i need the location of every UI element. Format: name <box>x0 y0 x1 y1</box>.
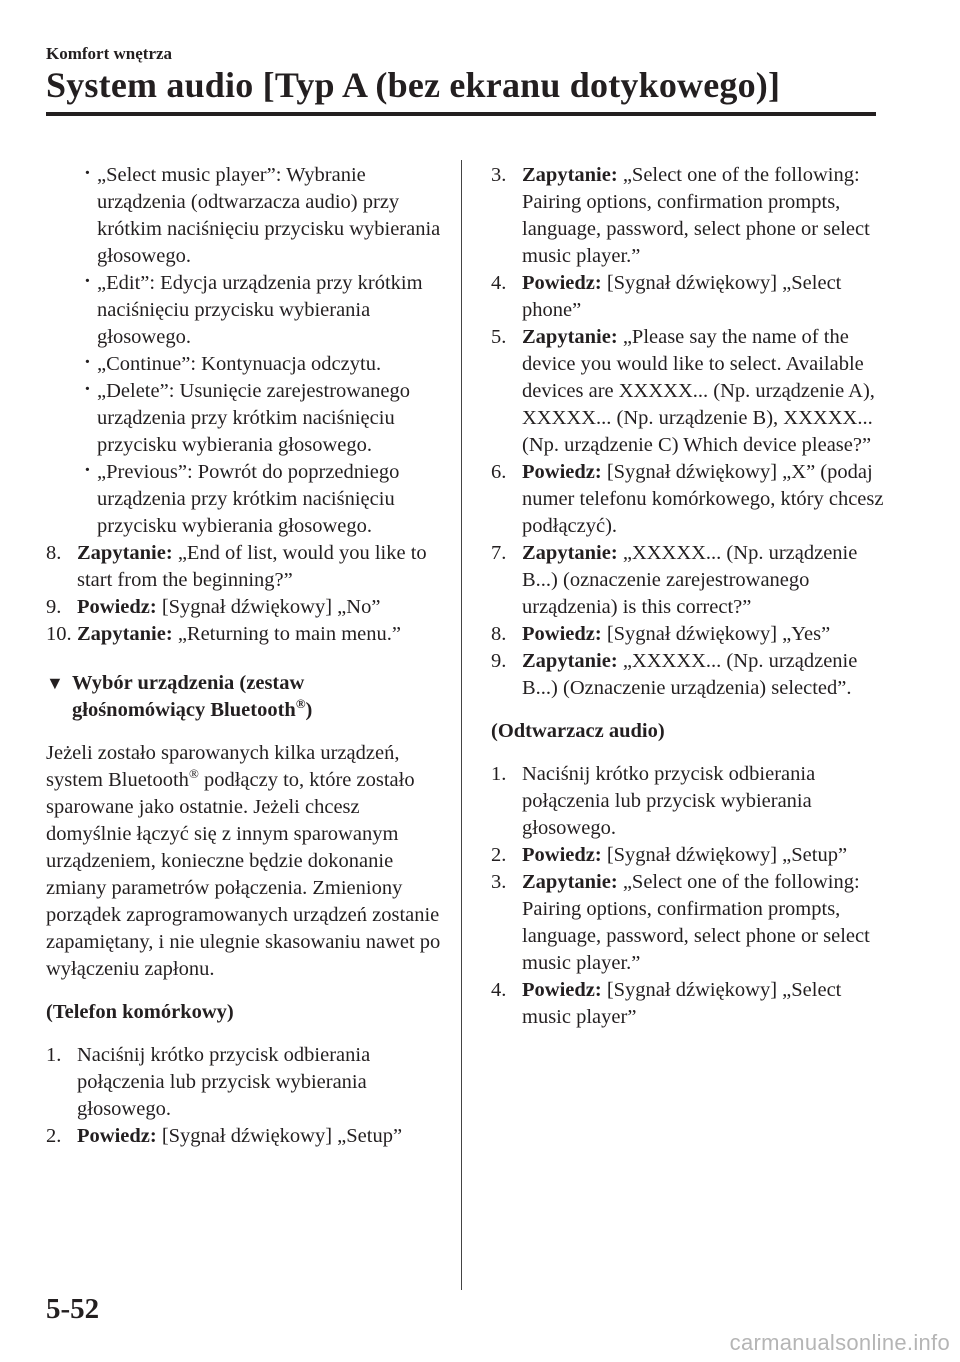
step-keyword: Zapytanie: <box>522 650 618 672</box>
bullet-text: „Select music player”: Wybranie urządzenia (odtwarzacza audio) przy krótkim naciśnięciu przycisku wybierania głosowego. <box>97 164 441 267</box>
bullet-text: „Continue”: Kontynuacja odczytu. <box>97 353 382 375</box>
step-number: 1. <box>46 1044 62 1066</box>
step-text: Naciśnij krótko przycisk odbierania połączenia lub przycisk wybierania głosowego. <box>77 1044 371 1120</box>
step-keyword: Zapytanie: <box>522 326 618 348</box>
bullet-dot-icon: · <box>84 459 91 481</box>
step-number: 9. <box>46 596 62 618</box>
subsection-heading-line2: głośnomówiący Bluetooth <box>72 699 296 721</box>
title-rule <box>46 112 876 116</box>
bullet-item <box>46 378 446 459</box>
intro-text-b: podłączy to, które zostało sparowane jako ostatnie. Jeżeli chcesz domyślnie łączyć się z innym sparowanym urządzeniem, konieczne będzie dokonanie zmiany parametrów połączenia. Zmieniony porządek zaprogramowanych urządzeń zostanie zapamiętany, i nie ulegnie skasowaniu nawet po wyłączeniu zapłonu. <box>46 769 441 980</box>
step-item <box>491 761 891 842</box>
intro-paragraph <box>46 740 446 983</box>
step-keyword: Powiedz: <box>77 1125 157 1147</box>
step-item <box>491 459 891 540</box>
bullet-dot-icon: · <box>84 378 91 400</box>
bullet-dot-icon: · <box>84 351 91 373</box>
bullet-dot-icon: · <box>84 162 91 184</box>
subsection-heading <box>46 670 446 724</box>
step-number: 4. <box>491 979 507 1001</box>
phone-heading: (Telefon komórkowy) <box>46 1001 234 1023</box>
watermark: carmanualsonline.info <box>729 1330 950 1355</box>
step-keyword: Powiedz: <box>522 272 602 294</box>
step-text: [Sygnał dźwiękowy] „Setup” <box>601 844 848 866</box>
bullet-text: „Edit”: Edycja urządzenia przy krótkim naciśnięciu przycisku wybierania głosowego. <box>97 272 423 348</box>
step-text: „End of list, would you like to start from the beginning?” <box>77 542 427 591</box>
step-keyword: Zapytanie: <box>522 542 618 564</box>
page-number: 5-52 <box>46 1293 100 1325</box>
step-text: [Sygnał dźwiękowy] „Setup” <box>156 1125 403 1147</box>
step-number: 7. <box>491 542 507 564</box>
step-number: 8. <box>491 623 507 645</box>
triangle-down-icon: ▼ <box>46 673 64 693</box>
bullet-text: „Delete”: Usunięcie zarejestrowanego urządzenia przy krótkim naciśnięciu przycisku wybierania głosowego. <box>97 380 411 456</box>
step-keyword: Powiedz: <box>522 461 602 483</box>
step-text: „Select one of the following: Pairing options, confirmation prompts, language, password, select phone or select music player.” <box>522 164 870 267</box>
step-item <box>491 621 891 648</box>
bullet-item <box>46 162 446 270</box>
step-text: „Select one of the following: Pairing options, confirmation prompts, language, password, select phone or select music player.” <box>522 871 870 974</box>
column-divider <box>461 160 462 1290</box>
step-text: [Sygnał dźwiękowy] „Select music player” <box>522 979 842 1028</box>
step-item <box>491 324 891 459</box>
step-text: [Sygnał dźwiękowy] „Yes” <box>601 623 831 645</box>
step-number: 5. <box>491 326 507 348</box>
step-number: 1. <box>491 763 507 785</box>
bullet-item <box>46 351 446 378</box>
step-item <box>491 540 891 621</box>
bullet-dot-icon: · <box>84 270 91 292</box>
step-item <box>46 1123 446 1150</box>
step-keyword: Powiedz: <box>522 979 602 1001</box>
right-column <box>491 162 891 1031</box>
step-keyword: Zapytanie: <box>77 542 173 564</box>
page-title: System audio [Typ A (bez ekranu dotykowego)] <box>46 65 781 105</box>
bullet-item <box>46 270 446 351</box>
step-item <box>46 621 446 648</box>
step-keyword: Powiedz: <box>77 596 157 618</box>
step-text: [Sygnał dźwiękowy] „X” (podaj numer telefonu komórkowego, który chcesz podłączyć). <box>522 461 884 537</box>
subsection-heading-line1: Wybór urządzenia (zestaw <box>72 672 305 694</box>
step-text: „XXXXX... (Np. urządzenie B...) (Oznaczenie urządzenia) selected”. <box>522 650 858 699</box>
step-item <box>46 594 446 621</box>
step-text: [Sygnał dźwiękowy] „No” <box>156 596 381 618</box>
registered-mark: ® <box>188 766 199 782</box>
step-text: „Returning to main menu.” <box>172 623 401 645</box>
step-keyword: Powiedz: <box>522 844 602 866</box>
audio-heading: (Odtwarzacz audio) <box>491 720 665 742</box>
step-keyword: Powiedz: <box>522 623 602 645</box>
step-item <box>491 270 891 324</box>
step-item <box>46 540 446 594</box>
step-item <box>491 842 891 869</box>
bullet-text: „Previous”: Powrót do poprzedniego urządzenia przy krótkim naciśnięciu przycisku wybierania głosowego. <box>97 461 400 537</box>
intro-text-a: Jeżeli zostało sparowanych kilka urządzeń, system Bluetooth <box>46 742 400 791</box>
step-number: 3. <box>491 871 507 893</box>
step-number: 4. <box>491 272 507 294</box>
bullet-item <box>46 459 446 540</box>
step-text: Naciśnij krótko przycisk odbierania połączenia lub przycisk wybierania głosowego. <box>522 763 816 839</box>
step-item <box>491 977 891 1031</box>
step-number: 9. <box>491 650 507 672</box>
left-column <box>46 162 446 1150</box>
step-number: 2. <box>491 844 507 866</box>
step-item <box>491 648 891 702</box>
registered-mark: ® <box>295 696 306 712</box>
section-label: Komfort wnętrza <box>46 44 173 63</box>
step-text: „Please say the name of the device you would like to select. Available devices are XXXXX... (Np. urządzenie A), XXXXX... (Np. urządzenie B), XXXXX... (Np. urządzenie C) Which device please?” <box>522 326 875 456</box>
step-text: [Sygnał dźwiękowy] „Select phone” <box>522 272 842 321</box>
step-item <box>491 162 891 270</box>
step-keyword: Zapytanie: <box>77 623 173 645</box>
subsection-heading-close: ) <box>305 699 313 721</box>
step-number: 10. <box>46 623 72 645</box>
step-number: 6. <box>491 461 507 483</box>
step-number: 2. <box>46 1125 62 1147</box>
step-text: „XXXXX... (Np. urządzenie B...) (oznaczenie zarejestrowanego urządzenia) is this correct?” <box>522 542 858 618</box>
step-keyword: Zapytanie: <box>522 164 618 186</box>
step-number: 3. <box>491 164 507 186</box>
step-item <box>46 1042 446 1123</box>
step-item <box>491 869 891 977</box>
step-keyword: Zapytanie: <box>522 871 618 893</box>
step-number: 8. <box>46 542 62 564</box>
